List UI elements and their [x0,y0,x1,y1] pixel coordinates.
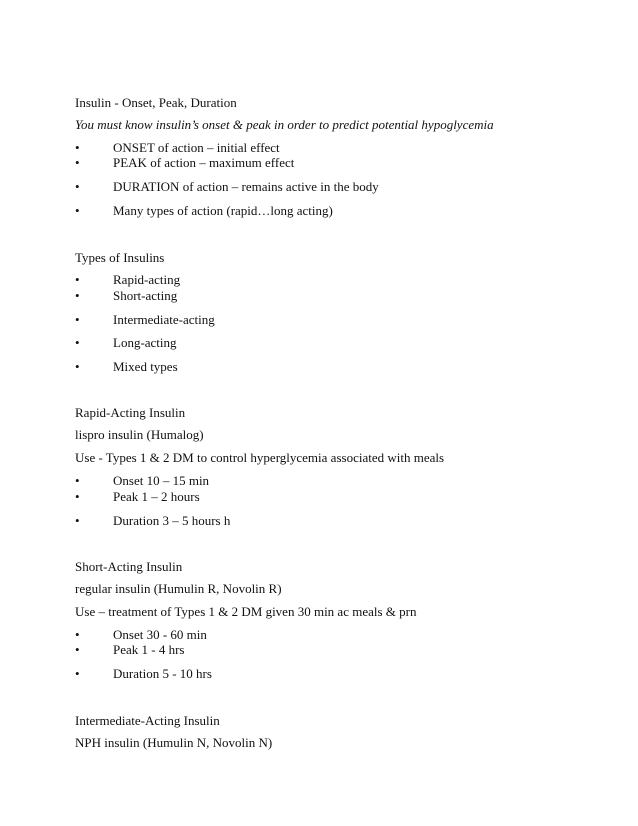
bullet-icon: • [75,203,80,218]
section-heading: Intermediate-Acting Insulin [75,713,220,728]
section-heading: Types of Insulins [75,250,165,265]
bullet-text: Peak 1 - 4 hrs [113,642,185,657]
bullet-text: PEAK of action – maximum effect [113,155,295,170]
bullet-icon: • [75,155,80,170]
bullet-icon: • [75,513,80,528]
bullet-icon: • [75,627,80,642]
bullet-text: Mixed types [113,359,178,374]
section-heading: Short-Acting Insulin [75,559,183,574]
section-line: Use – treatment of Types 1 & 2 DM given 30 min ac meals & prn [75,604,417,619]
bullet-icon: • [75,312,80,327]
bullet-icon: • [75,473,80,488]
section-line: regular insulin (Humulin R, Novolin R) [75,581,282,596]
bullet-text: DURATION of action – remains active in the body [113,179,379,194]
section-line: NPH insulin (Humulin N, Novolin N) [75,735,273,750]
bullet-text: Duration 5 - 10 hrs [113,666,212,681]
section-line: lispro insulin (Humalog) [75,427,204,442]
bullet-icon: • [75,359,80,374]
bullet-icon: • [75,666,80,681]
bullet-icon: • [75,335,80,350]
bullet-icon: • [75,179,80,194]
section-line: Use - Types 1 & 2 DM to control hyperglycemia associated with meals [75,450,445,465]
bullet-text: Onset 30 - 60 min [113,627,207,642]
section-heading: Rapid-Acting Insulin [75,405,186,420]
bullet-icon: • [75,489,80,504]
bullet-icon: • [75,140,80,155]
bullet-icon: • [75,642,80,657]
bullet-text: Duration 3 – 5 hours h [113,513,231,528]
bullet-text: Rapid-acting [113,272,181,287]
section-heading: Insulin - Onset, Peak, Duration [75,95,237,110]
bullet-text: Peak 1 – 2 hours [113,489,200,504]
bullet-icon: • [75,288,80,303]
bullet-text: Short-acting [113,288,178,303]
bullet-text: Intermediate-acting [113,312,215,327]
bullet-text: Onset 10 – 15 min [113,473,210,488]
bullet-text: Many types of action (rapid…long acting) [113,203,333,218]
bullet-text: Long-acting [113,335,177,350]
section-subtitle: You must know insulin’s onset & peak in order to predict potential hypoglycemia [75,117,494,132]
bullet-icon: • [75,272,80,287]
bullet-text: ONSET of action – initial effect [113,140,280,155]
